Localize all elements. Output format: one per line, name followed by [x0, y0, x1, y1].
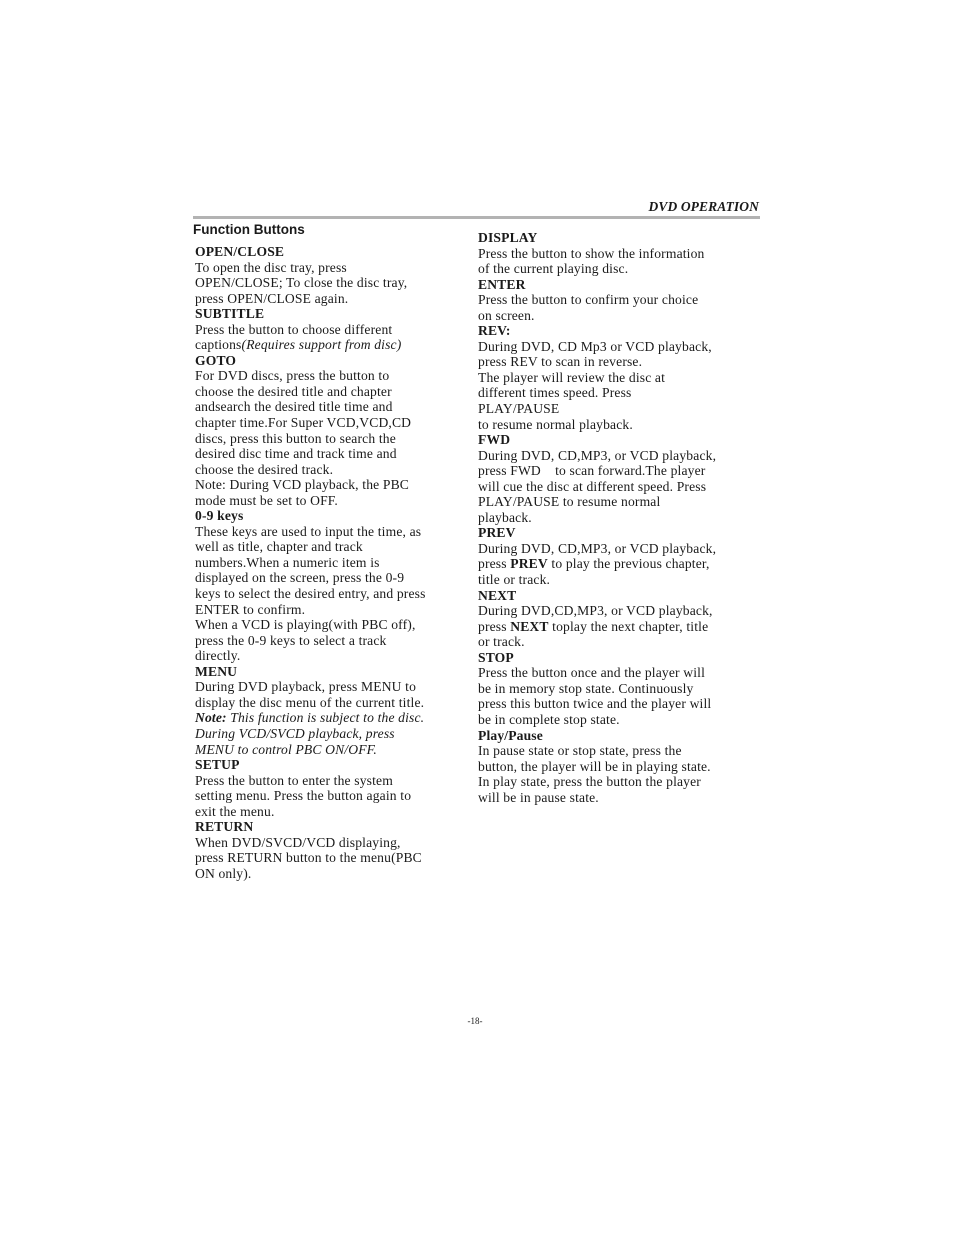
prev-line: title or track. — [478, 572, 551, 588]
keys-line: When a VCD is playing(with PBC off), — [195, 617, 416, 633]
keys-line: These keys are used to input the time, as — [195, 523, 422, 539]
play-pause-line: button, the player will be in playing state. — [478, 758, 711, 774]
goto-line: For DVD discs, press the button to — [195, 368, 390, 384]
display-line: of the current playing disc. — [478, 261, 629, 277]
goto-line: andsearch the desired title time and — [195, 399, 393, 415]
rev-heading: REV: — [478, 323, 511, 339]
goto-line: mode must be set to OFF. — [195, 492, 338, 508]
prev-line-text: to play the previous chapter, — [547, 556, 710, 572]
prev-button-name: PREV — [510, 556, 548, 572]
play-pause-line: In pause state or stop state, press the — [478, 743, 682, 759]
prev-line-text: press — [478, 556, 511, 572]
menu-note-text: This function is subject to the disc. — [226, 710, 425, 726]
next-line: During DVD,CD,MP3, or VCD playback, — [478, 603, 713, 619]
rev-line: The player will review the disc at — [478, 369, 666, 385]
next-line: or track. — [478, 634, 525, 650]
play-pause-line: In play state, press the button the player — [478, 774, 701, 790]
return-heading: RETURN — [195, 819, 254, 835]
goto-heading: GOTO — [195, 352, 237, 368]
rev-line: During DVD, CD Mp3 or VCD playback, — [478, 338, 712, 354]
menu-line: During DVD playback, press MENU to — [195, 679, 417, 695]
display-line: Press the button to show the information — [478, 245, 705, 261]
return-line: press RETURN button to the menu(PBC — [195, 850, 422, 866]
left-column — [195, 244, 465, 881]
prev-heading: PREV — [478, 525, 516, 541]
keys-line: ENTER to confirm. — [195, 601, 306, 617]
open-close-line: To open the disc tray, press — [195, 259, 347, 275]
stop-line: press this button twice and the player will — [478, 696, 712, 712]
goto-line: choose the desired title and chapter — [195, 383, 392, 399]
enter-heading: ENTER — [478, 276, 526, 292]
stop-line: be in complete stop state. — [478, 711, 620, 727]
enter-line: on screen. — [478, 307, 535, 323]
menu-note-label: Note: — [195, 710, 227, 726]
display-heading: DISPLAY — [478, 230, 538, 245]
header-divider — [193, 216, 760, 219]
keys-line: displayed on the screen, press the 0-9 — [195, 570, 405, 586]
subtitle-line — [195, 337, 465, 353]
setup-line: Press the button to enter the system — [195, 772, 393, 788]
play-pause-heading: Play/Pause — [478, 727, 543, 743]
fwd-line: During DVD, CD,MP3, or VCD playback, — [478, 447, 717, 463]
rev-line: to resume normal playback. — [478, 416, 633, 432]
fwd-line: playback. — [478, 509, 532, 525]
return-line: ON only). — [195, 865, 252, 881]
menu-line: display the disc menu of the current title. — [195, 694, 425, 710]
menu-note-line — [195, 710, 465, 726]
return-line: When DVD/SVCD/VCD displaying, — [195, 834, 401, 850]
subtitle-captions-text: captions — [195, 337, 242, 353]
stop-line: Press the button once and the player will — [478, 665, 705, 681]
subtitle-requirement-note: (Requires support from disc) — [241, 337, 402, 353]
goto-line: desired disc time and track time and — [195, 446, 397, 462]
goto-line: Note: During VCD playback, the PBC — [195, 477, 410, 493]
setup-heading: SETUP — [195, 757, 240, 773]
rev-line: different times speed. Press — [478, 385, 632, 401]
right-column — [478, 230, 750, 805]
subtitle-heading: SUBTITLE — [195, 306, 265, 322]
fwd-line: press FWD to scan forward.The player — [478, 463, 706, 479]
keys-line: numbers.When a numeric item is — [195, 554, 380, 570]
open-close-line: OPEN/CLOSE; To close the disc tray, — [195, 275, 408, 291]
play-pause-line: will be in pause state. — [478, 789, 599, 805]
next-button-name: NEXT — [510, 618, 549, 634]
menu-heading: MENU — [195, 663, 238, 679]
fwd-line: will cue the disc at different speed. Press — [478, 478, 707, 494]
goto-line: choose the desired track. — [195, 461, 334, 477]
rev-line: press REV to scan in reverse. — [478, 354, 643, 370]
page-header-title: DVD OPERATION — [648, 199, 759, 214]
section-title: Function Buttons — [193, 222, 305, 237]
page-number: -18- — [467, 1016, 483, 1026]
prev-line: During DVD, CD,MP3, or VCD playback, — [478, 540, 717, 556]
next-line-text: toplay the next chapter, title — [548, 618, 709, 634]
goto-line: discs, press this button to search the — [195, 430, 396, 446]
menu-note-line: During VCD/SVCD playback, press — [195, 725, 395, 741]
open-close-heading: OPEN/CLOSE — [195, 244, 285, 259]
enter-line: Press the button to confirm your choice — [478, 292, 699, 308]
keys-heading: 0-9 keys — [195, 508, 244, 524]
setup-line: setting menu. Press the button again to — [195, 788, 412, 804]
menu-note-line: MENU to control PBC ON/OFF. — [195, 741, 377, 757]
prev-line — [478, 556, 750, 572]
rev-line: PLAY/PAUSE — [478, 401, 560, 417]
next-line — [478, 619, 750, 635]
next-line-text: press — [478, 618, 511, 634]
stop-line: be in memory stop state. Continuously — [478, 680, 694, 696]
keys-line: press the 0-9 keys to select a track — [195, 632, 387, 648]
goto-line: chapter time.For Super VCD,VCD,CD — [195, 415, 412, 431]
stop-heading: STOP — [478, 649, 514, 665]
fwd-heading: FWD — [478, 432, 511, 448]
next-heading: NEXT — [478, 587, 517, 603]
keys-line: well as title, chapter and track — [195, 539, 363, 555]
setup-line: exit the menu. — [195, 803, 275, 819]
open-close-line: press OPEN/CLOSE again. — [195, 290, 349, 306]
fwd-line: PLAY/PAUSE to resume normal — [478, 494, 661, 510]
keys-line: keys to select the desired entry, and press — [195, 586, 426, 602]
subtitle-line: Press the button to choose different — [195, 321, 393, 337]
keys-line: directly. — [195, 648, 241, 664]
